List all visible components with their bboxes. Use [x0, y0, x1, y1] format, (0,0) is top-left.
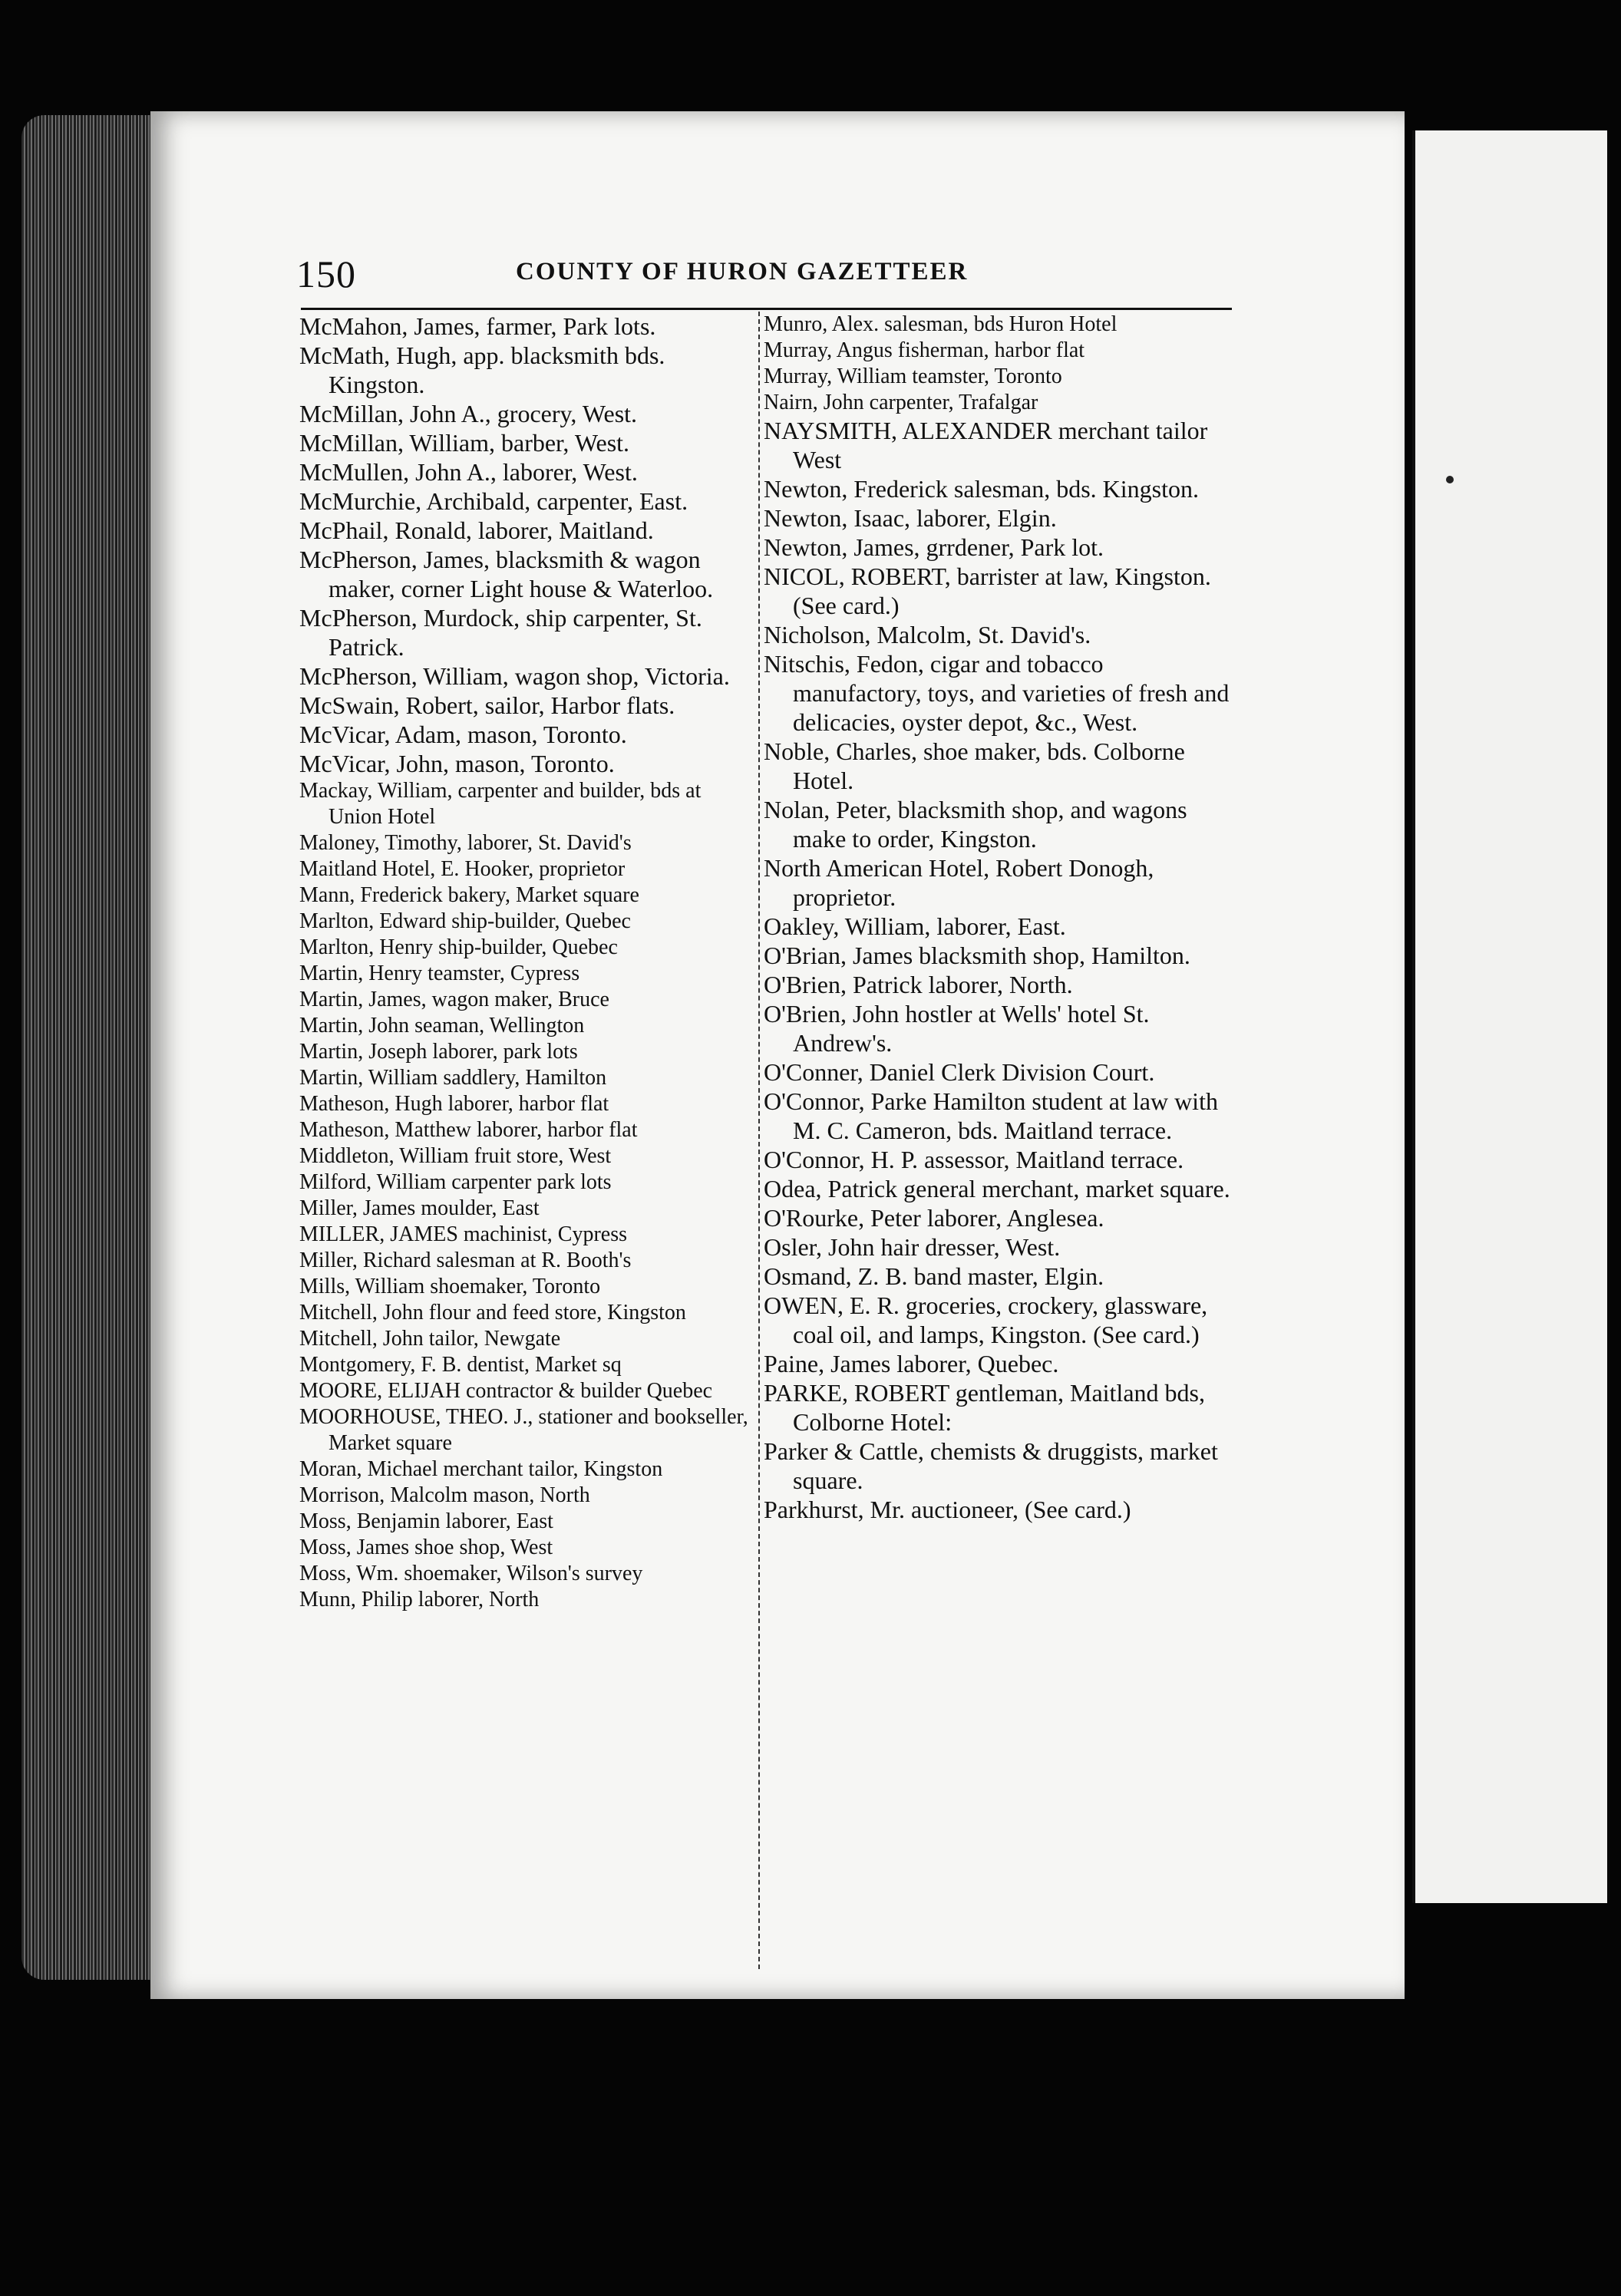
directory-entry: Middleton, William fruit store, West — [299, 1144, 612, 1168]
directory-entry: Moss, James shoe shop, West — [299, 1536, 553, 1559]
directory-entry: Maitland Hotel, E. Hooker, proprietor — [299, 857, 626, 881]
directory-entry: Moss, Wm. shoemaker, Wilson's survey — [299, 1562, 643, 1585]
header-rule — [301, 308, 1232, 310]
directory-entry: Mitchell, John flour and feed store, Kingston — [299, 1301, 686, 1324]
directory-entry: McPherson, Murdock, ship carpenter, St. Patrick. — [299, 604, 702, 661]
directory-entry: O'Connor, H. P. assessor, Maitland terrace. — [764, 1146, 1184, 1173]
directory-entry: Newton, Isaac, laborer, Elgin. — [764, 504, 1057, 532]
directory-entry: North American Hotel, Robert Donogh, proprietor. — [764, 854, 1154, 911]
directory-entry: Morrison, Malcolm mason, North — [299, 1483, 590, 1507]
directory-entry: McMullen, John A., laborer, West. — [299, 458, 638, 486]
directory-entry: Miller, James moulder, East — [299, 1196, 540, 1220]
directory-entry: Montgomery, F. B. dentist, Market sq — [299, 1353, 622, 1377]
directory-entry: Moss, Benjamin laborer, East — [299, 1509, 553, 1533]
directory-entry: McPherson, William, wagon shop, Victoria. — [299, 662, 730, 690]
directory-entry: Nitschis, Fedon, cigar and tobacco manufactory, toys, and varieties of fresh and delicacies, oyster depot, &c., West. — [764, 650, 1230, 736]
directory-entry: Parkhurst, Mr. auctioneer, (See card.) — [764, 1496, 1131, 1523]
directory-entry: Miller, Richard salesman at R. Booth's — [299, 1249, 632, 1272]
directory-entry: Newton, James, grrdener, Park lot. — [764, 533, 1104, 561]
directory-entry: Paine, James laborer, Quebec. — [764, 1350, 1059, 1377]
ink-dot — [1446, 476, 1454, 483]
directory-entry: Milford, William carpenter park lots — [299, 1170, 612, 1194]
directory-entry: Odea, Patrick general merchant, market square. — [764, 1175, 1230, 1202]
directory-entry: OWEN, E. R. groceries, crockery, glassware, coal oil, and lamps, Kingston. (See card.) — [764, 1292, 1208, 1348]
directory-entry: Mackay, William, carpenter and builder, bds at Union Hotel — [299, 779, 702, 829]
directory-entry: Oakley, William, laborer, East. — [764, 912, 1066, 940]
directory-entry: Murray, Angus fisherman, harbor flat — [764, 338, 1085, 362]
directory-entry: Martin, James, wagon maker, Bruce — [299, 988, 609, 1011]
directory-entry: Newton, Frederick salesman, bds. Kingston. — [764, 475, 1200, 503]
directory-entry: Marlton, Henry ship-builder, Quebec — [299, 935, 618, 959]
directory-entry: O'Brien, Patrick laborer, North. — [764, 971, 1073, 998]
directory-entry: MILLER, JAMES machinist, Cypress — [299, 1222, 627, 1246]
directory-entry: Mann, Frederick bakery, Market square — [299, 883, 639, 907]
directory-entry: Nolan, Peter, blacksmith shop, and wagons make to order, Kingston. — [764, 796, 1187, 853]
directory-entry: Maloney, Timothy, laborer, St. David's — [299, 831, 632, 855]
directory-entry: Martin, Henry teamster, Cypress — [299, 962, 580, 985]
directory-entry: Murray, William teamster, Toronto — [764, 365, 1062, 388]
directory-entry: McMurchie, Archibald, carpenter, East. — [299, 487, 688, 515]
directory-entry: Osmand, Z. B. band master, Elgin. — [764, 1262, 1104, 1290]
directory-entry: PARKE, ROBERT gentleman, Maitland bds, Colborne Hotel: — [764, 1379, 1205, 1436]
directory-entry: MOORE, ELIJAH contractor & builder Quebec — [299, 1379, 713, 1403]
facing-page-edge — [1412, 130, 1607, 1903]
directory-entry: Munn, Philip laborer, North — [299, 1588, 540, 1611]
column-divider — [758, 312, 761, 1969]
directory-entry: O'Rourke, Peter laborer, Anglesea. — [764, 1204, 1104, 1232]
directory-entry: Martin, John seaman, Wellington — [299, 1014, 585, 1037]
directory-entry: O'Brien, John hostler at Wells' hotel St. Andrew's. — [764, 1000, 1150, 1057]
book-spine-edge — [21, 115, 160, 1980]
directory-entry: Mills, William shoemaker, Toronto — [299, 1275, 601, 1298]
page-number: 150 — [296, 252, 356, 295]
directory-entry: O'Connor, Parke Hamilton student at law with M. C. Cameron, bds. Maitland terrace. — [764, 1087, 1218, 1144]
directory-entry: Munro, Alex. salesman, bds Huron Hotel — [764, 312, 1118, 336]
directory-column-left — [299, 312, 760, 1613]
directory-entry: McPhail, Ronald, laborer, Maitland. — [299, 516, 654, 544]
directory-entry: Noble, Charles, shoe maker, bds. Colborne Hotel. — [764, 737, 1185, 794]
directory-entry: Moran, Michael merchant tailor, Kingston — [299, 1457, 663, 1481]
directory-entry: McVicar, Adam, mason, Toronto. — [299, 721, 627, 748]
directory-entry: Martin, William saddlery, Hamilton — [299, 1066, 607, 1090]
directory-entry: Martin, Joseph laborer, park lots — [299, 1040, 578, 1064]
directory-entry: O'Conner, Daniel Clerk Division Court. — [764, 1058, 1155, 1086]
directory-entry: O'Brian, James blacksmith shop, Hamilton. — [764, 942, 1190, 969]
directory-entry: Nairn, John carpenter, Trafalgar — [764, 391, 1038, 414]
directory-entry: Marlton, Edward ship-builder, Quebec — [299, 909, 631, 933]
directory-entry: Mitchell, John tailor, Newgate — [299, 1327, 561, 1351]
directory-entry: McSwain, Robert, sailor, Harbor flats. — [299, 691, 675, 719]
running-title: COUNTY OF HURON GAZETTEER — [516, 258, 969, 285]
directory-entry: NICOL, ROBERT, barrister at law, Kingston. (See card.) — [764, 562, 1211, 619]
directory-entry: McMath, Hugh, app. blacksmith bds. Kingston. — [299, 341, 665, 398]
directory-entry: MOORHOUSE, THEO. J., stationer and bookseller, Market square — [299, 1405, 748, 1455]
directory-entry: McVicar, John, mason, Toronto. — [299, 750, 615, 777]
directory-entry: NAYSMITH, ALEXANDER merchant tailor West — [764, 417, 1208, 473]
directory-entry: Matheson, Hugh laborer, harbor flat — [299, 1092, 609, 1116]
directory-entry: Parker & Cattle, chemists & druggists, market square. — [764, 1437, 1218, 1494]
directory-entry: McMahon, James, farmer, Park lots. — [299, 312, 656, 340]
directory-entry: Matheson, Matthew laborer, harbor flat — [299, 1118, 638, 1142]
directory-entry: McPherson, James, blacksmith & wagon maker, corner Light house & Waterloo. — [299, 546, 714, 602]
directory-entry: Osler, John hair dresser, West. — [764, 1233, 1061, 1261]
directory-entry: McMillan, John A., grocery, West. — [299, 400, 638, 427]
directory-entry: McMillan, William, barber, West. — [299, 429, 630, 457]
directory-column-right — [764, 312, 1233, 1524]
directory-entry: Nicholson, Malcolm, St. David's. — [764, 621, 1091, 648]
